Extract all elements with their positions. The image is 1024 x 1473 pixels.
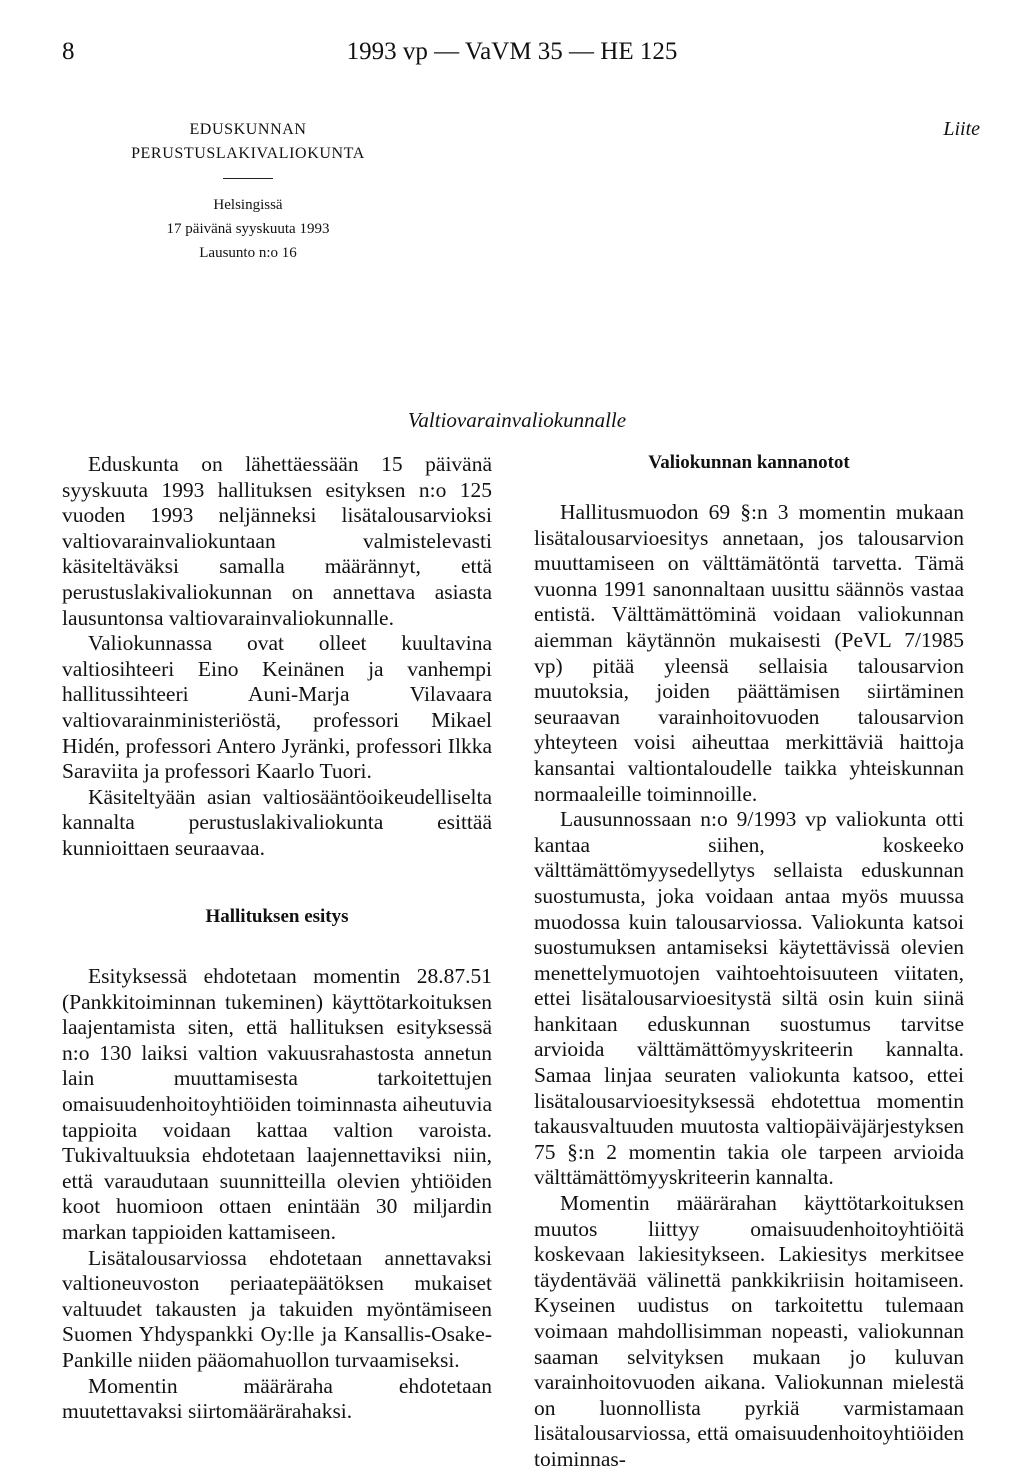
date: 17 päivänä syyskuuta 1993: [166, 221, 330, 237]
paragraph: Valiokunnassa ovat olleet kuultavina valtiosihteeri Eino Keinänen ja vanhempi hallitussihteeri Auni-Marja Vilavaara valtiovarainministeriöstä, professori Mikael Hidén, professori Antero Jyränki, professori Ilkka Saraviita ja professori Kaarlo Tuori.: [62, 631, 492, 784]
section-heading: Valiokunnan kannanotot: [648, 452, 850, 473]
place: Helsingissä: [213, 197, 283, 213]
paragraph: Hallitusmuodon 69 §:n 3 momentin mukaan lisätalousarvioesitys annetaan, jos talousarvion muuttamiseen on välttämätöntä tarvetta. Tämä vuonna 1991 sanonnaltaan uusittu säännös vastaa entistä. Välttämättöminä voidaan valiokunnan aiemman käytännön mukaisesti (PeVL 7/1985 vp) pitää yleensä sellaisia talousarvion muutoksia, joiden päättämisen siirtäminen seuraavan varainhoitovuoden talousarvion yhteyteen voisi aiheuttaa merkittäviä haittoja kansantai valtiontaloudelle taikka yhteiskunnan normaaleille toiminnoille.: [534, 500, 964, 806]
right-column: [534, 452, 964, 1473]
paragraph: Lisätalousarviossa ehdotetaan annettavaksi valtioneuvoston periaatepäätöksen mukaiset valtuudet takausten ja takuiden myöntämiseen Suomen Yhdyspankki Oy:lle ja Kansallis-Osake-Pankille niiden pääomahuollon turvaamiseksi.: [62, 1245, 492, 1372]
divider-rule: [223, 178, 273, 179]
paragraph: Momentin määrärahan käyttötarkoituksen muutos liittyy omaisuudenhoitoyhtiöitä koskevaan lakiesitykseen. Lakiesitys merkitsee täydentävää välinettä pankkikriisin hoitamiseen. Kyseinen uudistus on tarkoitettu tulemaan voimaan mahdollisimman nopeasti, valiokunnan saaman selvityksen mukaan jo kuluvan varainhoitovuoden aikana. Valiokunnan mielestä on luonnollista pyrkiä varmistamaan lisätalousarviossa, että omaisuudenhoitoyhtiöiden toiminnas-: [534, 1191, 964, 1471]
committee-block: [118, 118, 378, 265]
section-heading: Hallituksen esitys: [205, 905, 349, 927]
paragraph: Momentin määräraha ehdotetaan muutettavaksi siirtomäärärahaksi.: [62, 1373, 492, 1424]
committee-name-line1: EDUSKUNNAN: [189, 121, 307, 138]
statement-number: Lausunto n:o 16: [199, 245, 297, 261]
paragraph: Eduskunta on lähettäessään 15 päivänä syyskuuta 1993 hallituksen esityksen n:o 125 vuoden 1993 neljänneksi lisätalousarvioksi valtiovarainvaliokuntaan valmistelevasti käsiteltäväksi samalla määrännyt, että perustuslakivaliokunnan on annettava asiasta lausuntonsa valtiovarainvaliokunnalle.: [62, 452, 492, 630]
addressee: Valtiovarainvaliokunnalle: [407, 408, 627, 432]
paragraph: Esityksessä ehdotetaan momentin 28.87.51 (Pankkitoiminnan tukeminen) käyttötarkoituksen laajentamista siten, että hallituksen esityksessä n:o 130 laiksi valtion vakuusrahastosta annetun lain muuttamisesta tarkoitettujen omaisuudenhoitoyhtiöiden toiminnasta aiheutuvia tappioita voidaan kattaa valtion varoista. Tukivaltuuksia ehdotetaan laajennettaviksi niin, että varaudutaan suunnitteilla olevien yhtiöiden koot huomioon ottaen enintään 30 miljardin markan tappioiden kattamiseen.: [62, 964, 492, 1245]
left-column: [62, 452, 492, 1425]
page-number: 8: [62, 38, 75, 65]
running-header: 1993 vp — VaVM 35 — HE 125: [346, 38, 678, 65]
attachment-label: Liite: [943, 118, 980, 140]
paragraph: Lausunnossaan n:o 9/1993 vp valiokunta otti kantaa siihen, koskeeko välttämättömyysedellytys sellaista eduskunnan suostumusta, joka voidaan antaa myös muussa muodossa kuin talousarviossa. Valiokunta katsoi suostumuksen antamiseksi käytettävissä olevien menettelymuotojen vaihtoehtoisuuteen viitaten, ettei lisätalousarvioesitystä siltä osin kuin siinä hankitaan eduskunnan suostumus tarvitse arvioida välttämättömyyskriteerin kannalta. Samaa linjaa seuraten valiokunta katsoo, ettei lisätalousarvioesityksessä ehdotettua momentin takausvaltuuden muutosta valtiopäiväjärjestyksen 75 §:n 2 momentin takia ole tarpeen arvioida välttämättömyyskriteerin kannalta.: [534, 807, 964, 1190]
paragraph: Käsiteltyään asian valtiosääntöoikeudelliselta kannalta perustuslakivaliokunta esittää kunnioittaen seuraavaa.: [62, 784, 492, 860]
committee-name-line2: PERUSTUSLAKIVALIOKUNTA: [131, 145, 365, 162]
